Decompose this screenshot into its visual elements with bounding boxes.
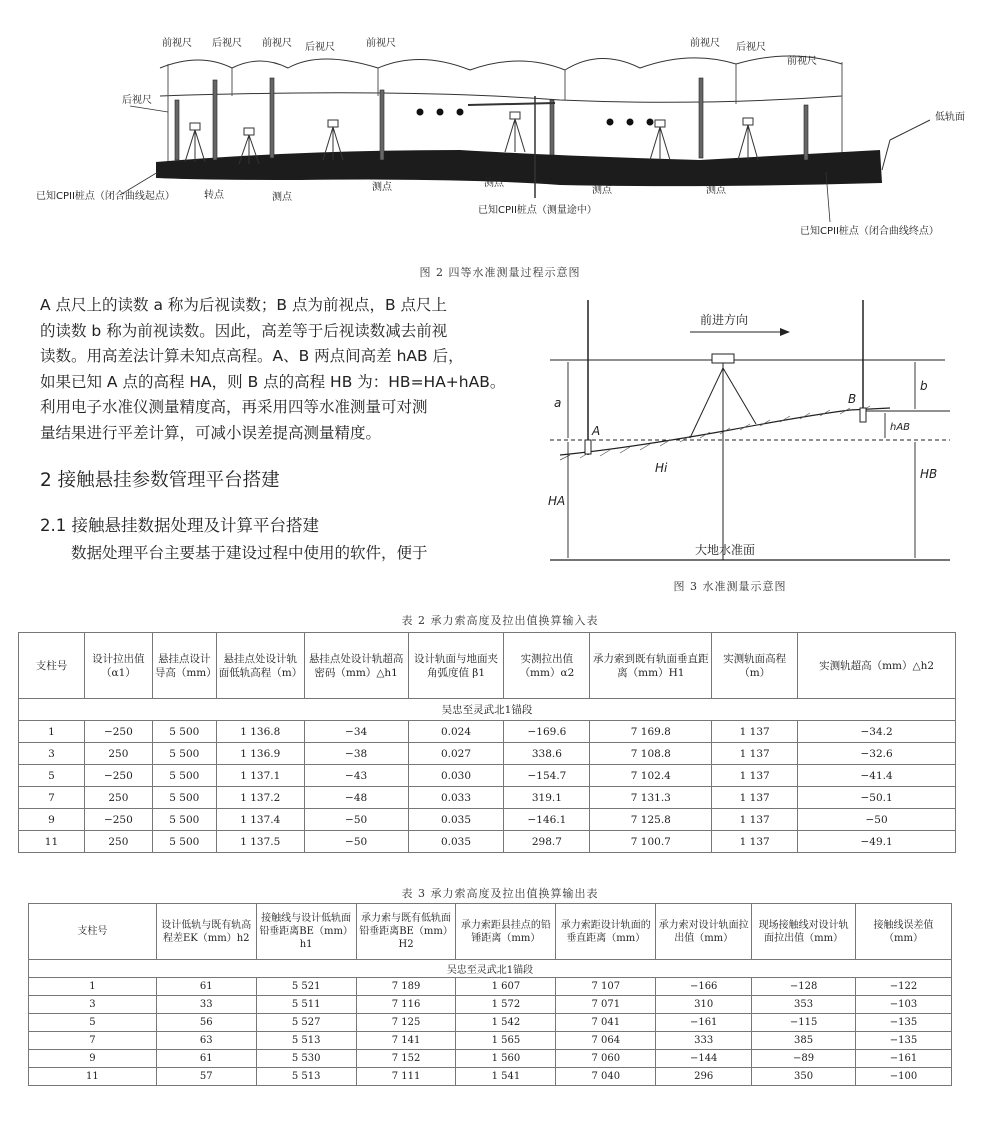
figure-3-caption: 图 3 水准测量示意图	[673, 580, 787, 593]
table-cell: 7 071	[556, 996, 656, 1014]
figure-2-leveling-process	[0, 0, 1000, 250]
table-cell: 7 108.8	[590, 743, 712, 765]
table-cell: −50	[304, 809, 408, 831]
table-cell: 7 107	[556, 978, 656, 996]
table-cell: 1 560	[456, 1050, 556, 1068]
table-cell: −144	[656, 1050, 752, 1068]
table-cell: 5 500	[152, 787, 216, 809]
table-cell: 338.6	[504, 743, 590, 765]
t3-header: 承力索与既有低轨面铅垂距离BE（mm）H2	[356, 904, 456, 960]
table-cell: −250	[84, 765, 152, 787]
table-cell: −41.4	[798, 765, 956, 787]
table-cell: 56	[156, 1014, 256, 1032]
fig3-label-direction: 前进方向	[700, 313, 749, 327]
fig3-label-Hi: Hi	[655, 461, 668, 475]
table-cell: 1 137.2	[216, 787, 304, 809]
label-front-rod-2: 前视尺	[262, 38, 292, 49]
table-cell: −50.1	[798, 787, 956, 809]
body-line-3: 读数。用高差法计算未知点高程。A、B 两点间高差 hAB 后，	[40, 347, 464, 365]
table-cell: 1 136.8	[216, 721, 304, 743]
table-cell: 333	[656, 1032, 752, 1050]
table-cell: 1 137	[712, 721, 798, 743]
section-heading-2: 2 接触悬挂参数管理平台搭建	[40, 470, 280, 491]
body-line-6: 量结果进行平差计算，可减小误差提高测量精度。	[40, 423, 382, 442]
table-cell: 7	[29, 1032, 157, 1050]
label-back-rod-1: 后视尺	[212, 38, 242, 49]
t2-header: 悬挂点处设计轨超高密码（mm）△h1	[304, 633, 408, 699]
table-cell: 5 500	[152, 765, 216, 787]
table-cell: 0.027	[408, 743, 504, 765]
table-cell: −250	[84, 809, 152, 831]
table-cell: 0.035	[408, 809, 504, 831]
t2-header: 实测轨面高程（m）	[712, 633, 798, 699]
table-cell: 0.033	[408, 787, 504, 809]
figure-3-leveling-diagram	[530, 290, 970, 570]
table-cell: 250	[84, 831, 152, 853]
table-cell: 1	[19, 721, 85, 743]
table-cell: 5 527	[256, 1014, 356, 1032]
table-cell: 298.7	[504, 831, 590, 853]
t3-header: 承力索距设计轨面的垂直距离（mm）	[556, 904, 656, 960]
table-cell: 7 189	[356, 978, 456, 996]
label-front-rod-4: 前视尺	[690, 38, 720, 49]
body-paragraph	[40, 293, 510, 446]
label-measure-point-2: 测点	[372, 182, 392, 193]
table-cell: −34.2	[798, 721, 956, 743]
table-cell: 57	[156, 1068, 256, 1086]
t2-header: 悬挂点设计导高（mm）	[152, 633, 216, 699]
label-back-rod-left: 后视尺	[122, 95, 152, 106]
table-cell: 5 500	[152, 809, 216, 831]
table-3-header-row	[29, 904, 952, 960]
table-cell: 1 137	[712, 765, 798, 787]
body-line-1: A 点尺上的读数 a 称为后视读数；B 点为前视点，B 点尺上	[40, 296, 448, 314]
table-cell: 3	[29, 996, 157, 1014]
table-row	[19, 787, 956, 809]
table-row	[19, 721, 956, 743]
label-measure-point-4: 测点	[592, 185, 612, 196]
table-cell: 5	[19, 765, 85, 787]
table-row	[29, 996, 952, 1014]
table-cell: 1 137	[712, 787, 798, 809]
table-cell: −146.1	[504, 809, 590, 831]
table-cell: 7 102.4	[590, 765, 712, 787]
table-cell: −154.7	[504, 765, 590, 787]
fig3-label-a: a	[554, 396, 562, 410]
table-row	[29, 1032, 952, 1050]
table-row	[29, 1068, 952, 1086]
label-turn-point: 转点	[204, 190, 224, 201]
table-cell: −161	[656, 1014, 752, 1032]
t3-header: 现场接触线对设计轨面拉出值（mm）	[752, 904, 856, 960]
table-cell: 7 152	[356, 1050, 456, 1068]
table-cell: 5 530	[256, 1050, 356, 1068]
label-known-start: 已知CPII桩点（闭合曲线起点）	[36, 191, 175, 202]
table-cell: −32.6	[798, 743, 956, 765]
label-rail-surface: 低轨面	[935, 112, 965, 123]
label-front-rod-1: 前视尺	[162, 38, 192, 49]
table-row	[19, 743, 956, 765]
table-cell: 310	[656, 996, 752, 1014]
label-measure-point-5: 测点	[706, 185, 726, 196]
table-cell: 9	[19, 809, 85, 831]
t3-header: 设计低轨与既有轨高程差EK（mm）h2	[156, 904, 256, 960]
table-cell: 7 040	[556, 1068, 656, 1086]
table-cell: 7 100.7	[590, 831, 712, 853]
label-front-rod-3: 前视尺	[366, 38, 396, 49]
table-cell: 250	[84, 787, 152, 809]
fig3-label-HA: HA	[548, 494, 566, 508]
body-line-5: 利用电子水准仪测量精度高，再采用四等水准测量可对测	[40, 398, 428, 416]
table-cell: −166	[656, 978, 752, 996]
table-cell: −38	[304, 743, 408, 765]
fig3-label-B: B	[848, 392, 857, 406]
body-line-4: 如果已知 A 点的高程 HA，则 B 点的高程 HB 为：HB=HA+hAB。	[40, 372, 506, 391]
table-cell: 353	[752, 996, 856, 1014]
table-cell: −89	[752, 1050, 856, 1068]
table-3	[28, 903, 952, 1086]
body-paragraph-2: 数据处理平台主要基于建设过程中使用的软件，便于	[71, 544, 428, 562]
table-cell: 1 541	[456, 1068, 556, 1086]
table-cell: −161	[856, 1050, 952, 1068]
table-cell: 0.030	[408, 765, 504, 787]
t3-header: 承力索距县挂点的铅锤距离（mm）	[456, 904, 556, 960]
table-cell: 7 111	[356, 1068, 456, 1086]
table-cell: −43	[304, 765, 408, 787]
table-cell: 296	[656, 1068, 752, 1086]
table-cell: 7 141	[356, 1032, 456, 1050]
body-line-2: 的读数 b 称为前视读数。因此，高差等于后视读数减去前视	[40, 321, 448, 340]
fig3-label-HB: HB	[920, 467, 938, 481]
table-cell: −122	[856, 978, 952, 996]
table-2	[18, 632, 956, 853]
table-cell: −100	[856, 1068, 952, 1086]
table-cell: 5 513	[256, 1068, 356, 1086]
table-cell: −135	[856, 1032, 952, 1050]
t2-header: 实测拉出值（mm）α2	[504, 633, 590, 699]
t3-header: 支柱号	[29, 904, 157, 960]
table-cell: 1 607	[456, 978, 556, 996]
table-cell: −250	[84, 721, 152, 743]
table-cell: 5	[29, 1014, 157, 1032]
t2-header: 设计拉出值（α1）	[84, 633, 152, 699]
fig3-label-b: b	[920, 379, 928, 393]
table-cell: 1 572	[456, 996, 556, 1014]
table-cell: 0.035	[408, 831, 504, 853]
table-cell: 7 116	[356, 996, 456, 1014]
table-cell: 1 137.1	[216, 765, 304, 787]
table-cell: 11	[29, 1068, 157, 1086]
table-cell: 7 060	[556, 1050, 656, 1068]
t2-header: 承力索到既有轨面垂直距离（mm）H1	[590, 633, 712, 699]
table-cell: 7 169.8	[590, 721, 712, 743]
label-measure-point-1: 测点	[272, 192, 292, 203]
t3-header: 接触线误差值（mm）	[856, 904, 952, 960]
table-cell: 11	[19, 831, 85, 853]
table-cell: 7 131.3	[590, 787, 712, 809]
table-cell: 1	[29, 978, 157, 996]
table-2-caption: 表 2 承力索高度及拉出值换算输入表	[401, 614, 599, 627]
table-cell: 5 513	[256, 1032, 356, 1050]
table-cell: 1 137.4	[216, 809, 304, 831]
table-cell: 5 521	[256, 978, 356, 996]
table-cell: −49.1	[798, 831, 956, 853]
table-row	[29, 1050, 952, 1068]
table-cell: 33	[156, 996, 256, 1014]
table-row	[19, 765, 956, 787]
label-back-rod-3: 后视尺	[736, 42, 766, 53]
table-cell: 7 125	[356, 1014, 456, 1032]
table-cell: 1 136.9	[216, 743, 304, 765]
table-cell: 5 511	[256, 996, 356, 1014]
table-cell: 7 041	[556, 1014, 656, 1032]
label-measure-point-3: 测点	[484, 178, 504, 189]
fig3-label-hAB: hAB	[890, 422, 911, 433]
table-cell: 1 542	[456, 1014, 556, 1032]
fig3-label-datum: 大地水准面	[695, 543, 756, 557]
table-row	[19, 809, 956, 831]
fig3-label-A: A	[592, 424, 601, 438]
t3-header: 接触线与设计低轨面铅垂距离BE（mm）h1	[256, 904, 356, 960]
section-heading-2-1: 2.1 接触悬挂数据处理及计算平台搭建	[40, 516, 319, 535]
label-back-rod-2: 后视尺	[305, 42, 335, 53]
table-cell: 5 500	[152, 721, 216, 743]
table-row	[29, 978, 952, 996]
table-cell: 5 500	[152, 743, 216, 765]
table-cell: 9	[29, 1050, 157, 1068]
table-cell: 7 125.8	[590, 809, 712, 831]
label-known-end: 已知CPII桩点（闭合曲线终点）	[800, 226, 939, 237]
table-cell: 61	[156, 978, 256, 996]
table-3-caption: 表 3 承力索高度及拉出值换算输出表	[401, 887, 599, 900]
t2-section-label: 吴忠至灵武北1锚段	[19, 699, 956, 721]
t3-header: 承力索对设计轨面拉出值（mm）	[656, 904, 752, 960]
t2-header: 支柱号	[19, 633, 85, 699]
table-cell: 385	[752, 1032, 856, 1050]
table-cell: 61	[156, 1050, 256, 1068]
t2-header: 设计轨面与地面夹角弧度值 β1	[408, 633, 504, 699]
table-row	[19, 831, 956, 853]
table-cell: 7	[19, 787, 85, 809]
table-cell: 350	[752, 1068, 856, 1086]
table-cell: 0.024	[408, 721, 504, 743]
table-cell: 319.1	[504, 787, 590, 809]
figure-2-caption: 图 2 四等水准测量过程示意图	[419, 266, 581, 279]
table-cell: −169.6	[504, 721, 590, 743]
table-cell: −48	[304, 787, 408, 809]
table-cell: 1 565	[456, 1032, 556, 1050]
table-cell: −50	[304, 831, 408, 853]
table-cell: 63	[156, 1032, 256, 1050]
table-cell: 7 064	[556, 1032, 656, 1050]
table-row	[29, 1014, 952, 1032]
table-cell: 3	[19, 743, 85, 765]
table-cell: −34	[304, 721, 408, 743]
label-known-mid: 已知CPII桩点（测量途中）	[478, 205, 597, 216]
t2-header: 悬挂点处设计轨面低轨高程（m）	[216, 633, 304, 699]
table-cell: −103	[856, 996, 952, 1014]
table-cell: 1 137	[712, 743, 798, 765]
t3-section-label: 吴忠至灵武北1锚段	[29, 960, 952, 978]
table-cell: 1 137	[712, 809, 798, 831]
table-cell: 250	[84, 743, 152, 765]
table-cell: 5 500	[152, 831, 216, 853]
table-cell: 1 137	[712, 831, 798, 853]
table-2-header-row	[19, 633, 956, 699]
t2-header: 实测轨超高（mm）△h2	[798, 633, 956, 699]
table-cell: 1 137.5	[216, 831, 304, 853]
table-cell: −128	[752, 978, 856, 996]
label-front-rod-5: 前视尺	[787, 56, 817, 67]
table-cell: −115	[752, 1014, 856, 1032]
table-cell: −50	[798, 809, 956, 831]
table-cell: −135	[856, 1014, 952, 1032]
